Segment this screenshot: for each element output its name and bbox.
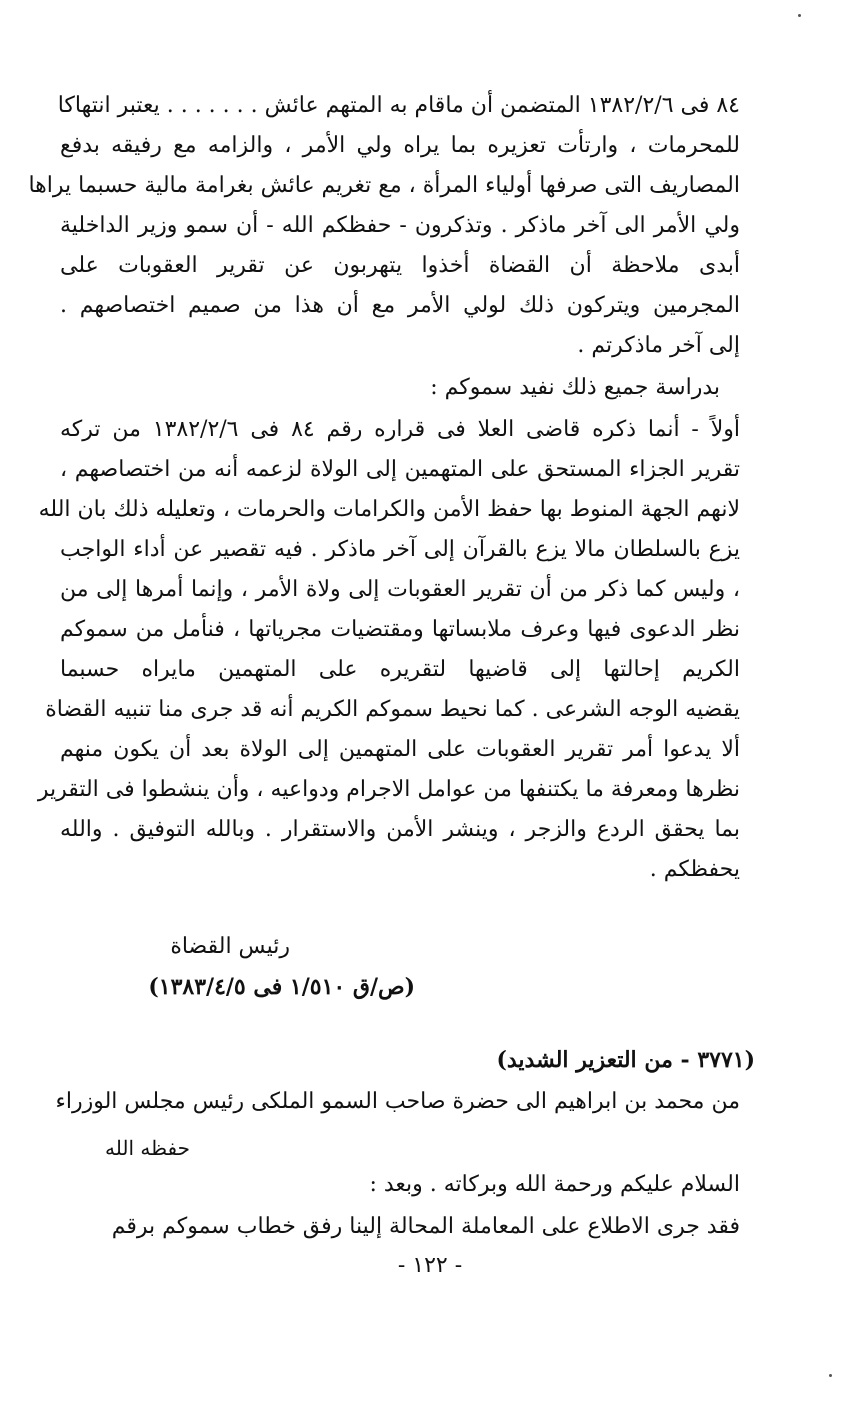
text-line: المجرمين ويتركون ذلك لولي الأمر مع أن هذا من صميم اختصاصهم . [60, 293, 740, 318]
text-line: لانهم الجهة المنوط بها حفظ الأمن والكرامات والحرمات ، وتعليله ذلك بان الله [38, 497, 740, 522]
text-line: الكريم إحالتها إلى قاضيها لتقريره على المتهمين مايراه حسبما [60, 657, 740, 682]
text-line: المصاريف التى صرفها أولياء المرأة ، مع تغريم عائش بغرامة مالية حسبما يراها [28, 173, 740, 198]
text-line: إلى آخر ماذكرتم . [577, 333, 740, 358]
text-line: أولاً - أنما ذكره قاضى العلا فى قراره رقم ٨٤ فى ١٣٨٢/٢/٦ من تركه [60, 417, 740, 442]
scan-speck [798, 14, 801, 17]
letter-opening: فقد جرى الاطلاع على المعاملة المحالة إلينا رفق خطاب سموكم برقم [111, 1214, 740, 1239]
text-line: نظرها ومعرفة ما يكتنفها من عوامل الاجرام ودواعيه ، وأن ينشطوا فى التقرير [37, 777, 740, 802]
text-line: نظر الدعوى فيها وعرف ملابساتها ومقتضيات مجرياتها ، فنأمل من سموكم [60, 617, 740, 642]
signature-reference: (ص/ق ١/٥١٠ فى ١٣٨٣/٤/٥) [148, 974, 415, 1000]
text-line: يحفظكم . [649, 857, 740, 882]
text-line: ، وليس كما ذكر من أن تقرير العقوبات إلى ولاة الأمر ، وإنما أمرها إلى من [60, 577, 740, 602]
page-number: - ١٢٢ - [397, 1253, 463, 1278]
text-line: ٨٤ فى ١٣٨٢/٢/٦ المتضمن أن ماقام به المتهم عائش . . . . . . . يعتبر انتهاكا [57, 93, 740, 118]
text-line: بدراسة جميع ذلك نفيد سموكم : [430, 375, 720, 400]
text-line: يقضيه الوجه الشرعى . كما نحيط سموكم الكريم أنه قد جرى منا تنبيه القضاة [45, 697, 740, 722]
text-line: أبدى ملاحظة أن القضاة أخذوا يتهربون عن تقرير العقوبات على [60, 253, 740, 278]
text-line: بما يحقق الردع والزجر ، وينشر الأمن والاستقرار . وبالله التوفيق . والله [60, 817, 740, 842]
text-line: يزع بالسلطان مالا يزع بالقرآن إلى آخر ماذكر . فيه تقصير عن أداء الواجب [60, 537, 740, 562]
text-line: ألا يدعوا أمر تقرير العقوبات على المتهمين إلى الولاة بعد أن يكون منهم [60, 737, 740, 762]
text-line: تقرير الجزاء المستحق على المتهمين إلى الولاة لزعمه أنه من اختصاصهم ، [60, 457, 740, 482]
text-line: للمحرمات ، وارتأت تعزيره بما يراه ولي الأمر ، والزامه مع رفيقه بدفع [60, 133, 740, 158]
letter-honorific: حفظه الله [105, 1136, 190, 1160]
signature-title: رئيس القضاة [170, 934, 290, 959]
scan-speck [829, 1374, 832, 1377]
letter-addressee: من محمد بن ابراهيم الى حضرة صاحب السمو الملكى رئيس مجلس الوزراء [55, 1089, 740, 1114]
letter-greeting: السلام عليكم ورحمة الله وبركاته . وبعد : [369, 1172, 740, 1197]
text-line: ولي الأمر الى آخر ماذكر . وتذكرون - حفظكم الله - أن سمو وزير الداخلية [60, 213, 740, 238]
letter-heading: (٣٧٧١ - من التعزير الشديد) [496, 1047, 755, 1073]
